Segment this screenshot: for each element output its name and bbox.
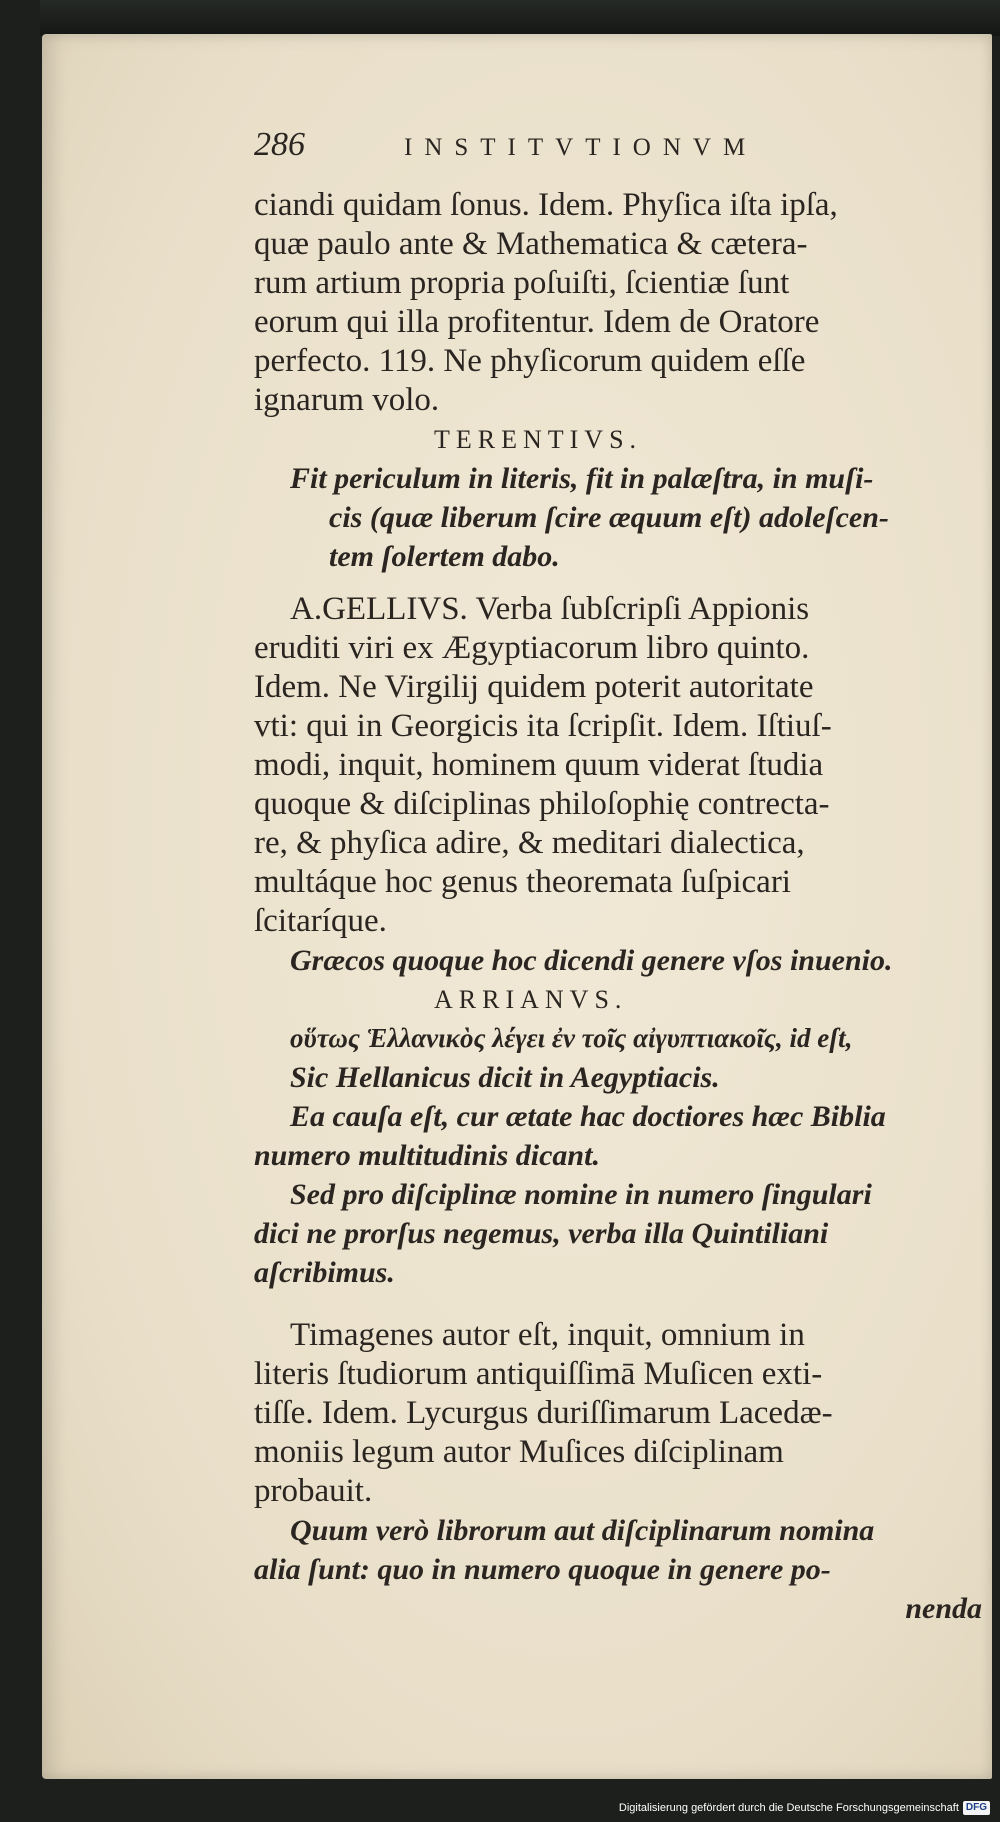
- text-line: modi, inquit, hominem quum viderat ſtudia: [254, 747, 824, 783]
- italic-line: alia ſunt: quo in numero quoque in genere po-: [254, 1553, 831, 1586]
- text-line: tiſſe. Idem. Lycurgus duriſſimarum Lacedæ-: [254, 1395, 833, 1431]
- text-line: eruditi viri ex Ægyptiacorum libro quinto.: [254, 630, 810, 666]
- book-page: [42, 34, 992, 1779]
- text-line: eorum qui illa profitentur. Idem de Oratore: [254, 304, 820, 340]
- text-line: moniis legum autor Muſices diſciplinam: [254, 1434, 784, 1470]
- text-line: probauit.: [254, 1473, 373, 1509]
- text-line: quoque & diſciplinas philoſophię contrecta-: [254, 786, 830, 822]
- italic-line: aſcribimus.: [254, 1256, 395, 1289]
- section-heading-arrianus: ARRIANVS.: [434, 985, 628, 1014]
- text-line: quæ paulo ante & Mathematica & cætera-: [254, 226, 808, 262]
- page-header: [254, 126, 982, 186]
- quote-line: tem ſolertem dabo.: [329, 540, 560, 573]
- running-head: INSTITVTIONVM: [404, 134, 758, 161]
- page-number: 286: [254, 126, 305, 163]
- page-text-block: [254, 126, 982, 1628]
- italic-line: Sed pro diſciplinæ nomine in numero ſingulari: [290, 1178, 872, 1211]
- italic-line: Ea cauſa eſt, cur ætate hac doctiores hæc Biblia: [290, 1100, 886, 1133]
- italic-line: Græcos quoque hoc dicendi genere vſos inuenio.: [290, 944, 893, 977]
- text-line: ignarum volo.: [254, 382, 440, 418]
- text-line: Idem. Ne Virgilij quidem poterit autoritate: [254, 669, 814, 705]
- text-line: ſcitaríque.: [254, 903, 387, 939]
- italic-line: dici ne prorſus negemus, verba illa Quintiliani: [254, 1217, 829, 1250]
- quote-line: cis (quæ liberum ſcire æquum eſt) adoleſcen-: [329, 501, 889, 534]
- digitization-credit: [619, 1800, 990, 1816]
- text-line: literis ſtudiorum antiquiſſimā Muſicen exti-: [254, 1356, 823, 1392]
- text-line: perfecto. 119. Ne phyſicorum quidem eſſe: [254, 343, 806, 379]
- text-line: rum artium propria poſuiſti, ſcientiæ ſunt: [254, 265, 790, 301]
- text-line: Timagenes autor eſt, inquit, omnium in: [290, 1317, 805, 1353]
- book-edge: [40, 0, 1000, 36]
- section-heading-terentius: TERENTIVS.: [434, 425, 643, 454]
- italic-line: Sic Hellanicus dicit in Aegyptiacis.: [290, 1061, 720, 1094]
- text-line: ciandi quidam ſonus. Idem. Phyſica iſta ipſa,: [254, 187, 838, 223]
- dfg-logo: DFG: [963, 1801, 990, 1815]
- italic-line: numero multitudinis dicant.: [254, 1139, 600, 1172]
- text-line: multáque hoc genus theoremata ſuſpicari: [254, 864, 791, 900]
- text-line: vti: qui in Georgicis ita ſcripſit. Idem. Iſtiuſ-: [254, 708, 832, 744]
- text-line: re, & phyſica adire, & meditari dialectica,: [254, 825, 805, 861]
- italic-line: Quum verò librorum aut diſciplinarum nomina: [290, 1514, 875, 1547]
- text-line: A.GELLIVS. Verba ſubſcripſi Appionis: [290, 591, 810, 627]
- credit-text: Digitalisierung gefördert durch die Deutsche Forschungsgemeinschaft: [618, 1802, 959, 1814]
- greek-quote-line: οὕτως Ἑλλανικὸς λέγει ἐν τοῖς αἰγυπτιακοῖς, id eſt,: [290, 1023, 853, 1053]
- catchword: nenda: [905, 1592, 982, 1625]
- quote-line: Fit periculum in literis, fit in palæſtra, in muſi-: [290, 462, 874, 495]
